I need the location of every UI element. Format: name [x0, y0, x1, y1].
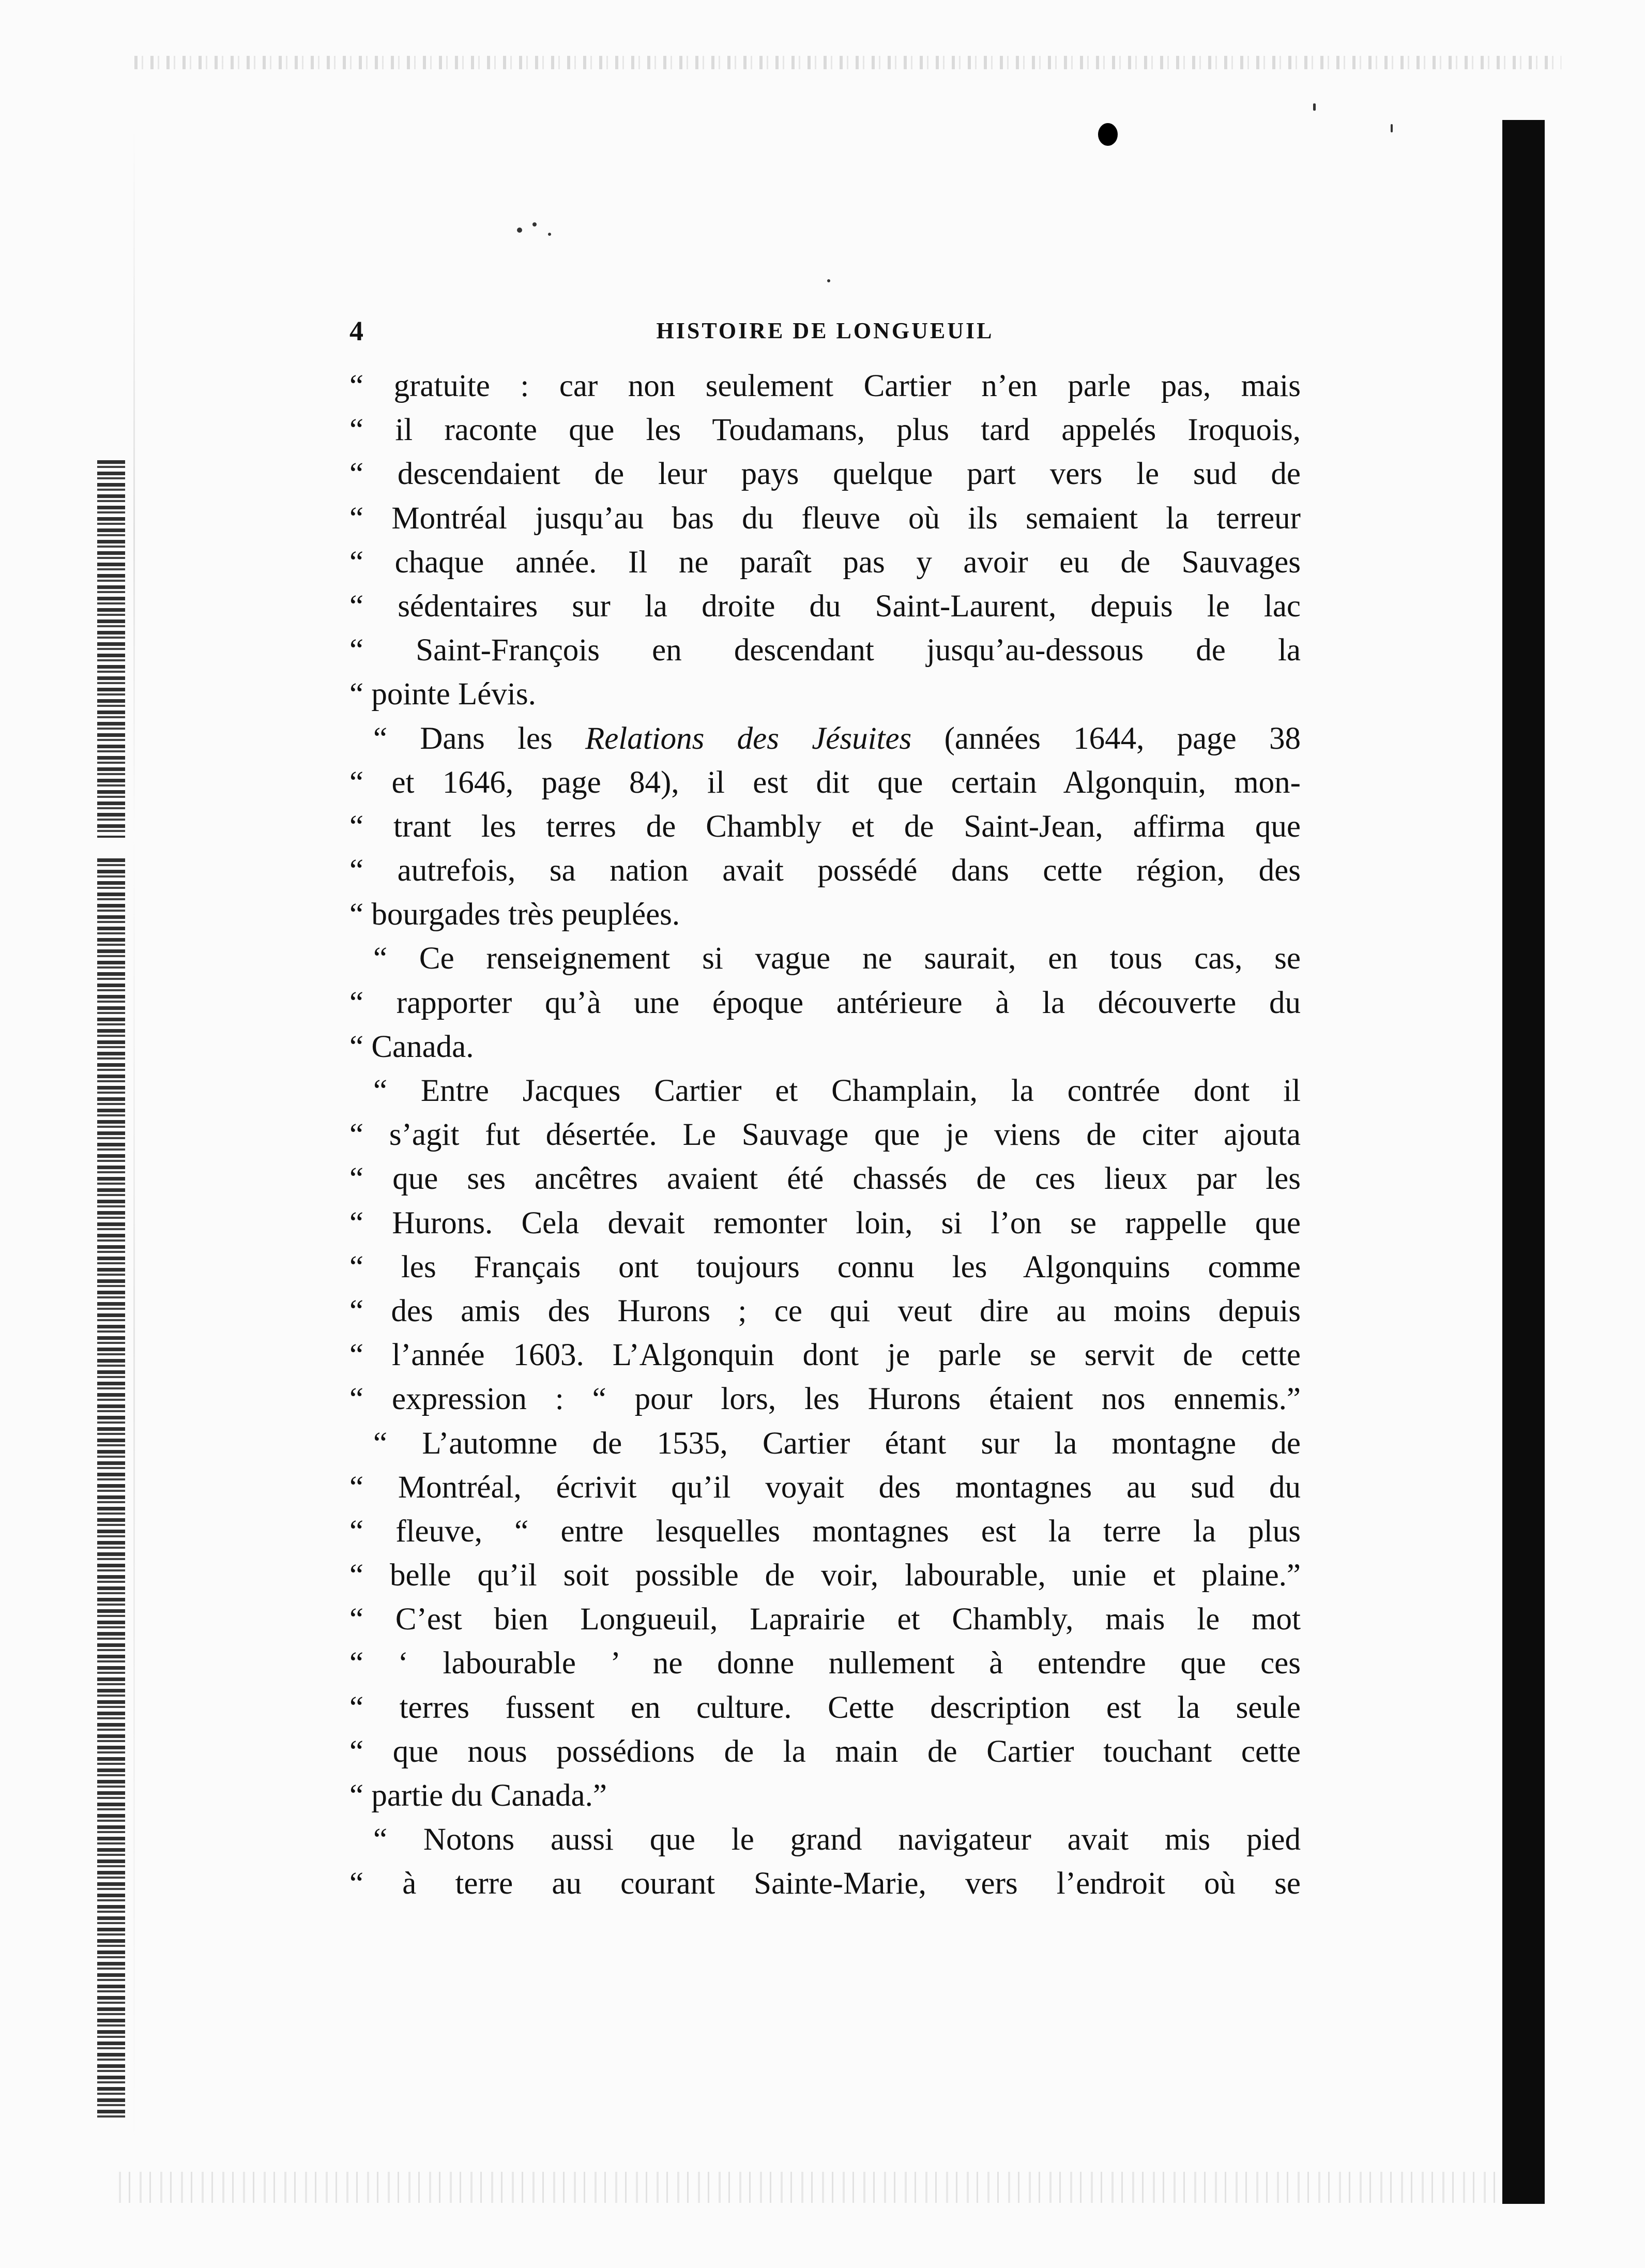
text-line: “ Canada. [349, 1029, 474, 1064]
text-line: “ et 1646, page 84), il est dit que certain Algonquin, mon- [349, 765, 1301, 800]
text-line: “ terres fussent en culture. Cette description est la seule [349, 1690, 1301, 1725]
page-header [349, 310, 1301, 352]
speck [517, 228, 522, 233]
binding-shadow-right [1502, 120, 1545, 2204]
body-text [349, 364, 1301, 1906]
speck [827, 279, 830, 282]
text-line: “ chaque année. Il ne paraît pas y avoir eu de Sauvages [349, 545, 1301, 580]
text-line: “ Ce renseignement si vague ne saurait, en tous cas, se [373, 941, 1301, 976]
text-line: “ descendaient de leur pays quelque part vers le sud de [349, 457, 1301, 492]
text-run: “ Dans les [373, 721, 585, 756]
text-line: “ rapporter qu’à une époque antérieure à la découverte du [349, 985, 1301, 1020]
text-line: “ Notons aussi que le grand navigateur avait mis pied [373, 1822, 1301, 1857]
text-line: “ Entre Jacques Cartier et Champlain, la contrée dont il [373, 1073, 1301, 1108]
text-line: “ s’agit fut désertée. Le Sauvage que je viens de citer ajouta [349, 1117, 1301, 1153]
text-line: “ bourgades très peuplées. [349, 897, 680, 932]
page-bottom-edge [119, 2172, 1504, 2203]
text-line: “ les Français ont toujours connu les Algonquins comme [349, 1249, 1301, 1284]
text-line: “ l’année 1603. L’Algonquin dont je parle se servit de cette [349, 1338, 1301, 1373]
text-line: “ fleuve, “ entre lesquelles montagnes est la terre la plus [349, 1514, 1301, 1549]
text-line: “ L’automne de 1535, Cartier étant sur la montagne de [373, 1426, 1301, 1461]
page-left-edge [133, 129, 135, 2146]
text-line: “ il raconte que les Toudamans, plus tard appelés Iroquois, [349, 413, 1301, 448]
text-run: (années 1644, page 38 [911, 721, 1301, 756]
speck [1391, 124, 1393, 132]
binding-strip-left [97, 460, 125, 2120]
text-line: “ sédentaires sur la droite du Saint-Laurent, depuis le lac [349, 588, 1301, 624]
text-line: “ Montréal, écrivit qu’il voyait des montagnes au sud du [349, 1470, 1301, 1505]
text-line: “ pointe Lévis. [349, 677, 536, 712]
speck [548, 233, 551, 236]
text-line: “ que nous possédions de la main de Cartier touchant cette [349, 1734, 1301, 1769]
text-line: “ belle qu’il soit possible de voir, labourable, unie et plaine.” [349, 1558, 1301, 1593]
ink-dot [1098, 123, 1118, 146]
text-line: “ des amis des Hurons ; ce qui veut dire au moins depuis [349, 1293, 1301, 1328]
page-top-edge [134, 56, 1561, 69]
speck [532, 222, 537, 226]
page-number: 4 [349, 315, 363, 346]
binding-strip-gap [97, 838, 125, 858]
text-line [349, 717, 1301, 761]
text-line: “ trant les terres de Chambly et de Saint-Jean, affirma que [349, 809, 1301, 844]
text-line: “ Hurons. Cela devait remonter loin, si l’on se rappelle que [349, 1205, 1301, 1241]
text-line: “ gratuite : car non seulement Cartier n’en parle pas, mais [349, 369, 1301, 403]
text-line: “ autrefois, sa nation avait possédé dans cette région, des [349, 853, 1301, 888]
text-line: “ partie du Canada.” [349, 1778, 607, 1813]
speck [1313, 103, 1316, 111]
text-line: “ Saint-François en descendant jusqu’au-dessous de la [349, 633, 1301, 668]
text-line: “ à terre au courant Sainte-Marie, vers l’endroit où se [349, 1866, 1301, 1901]
text-line: “ que ses ancêtres avaient été chassés de ces lieux par les [349, 1161, 1301, 1197]
text-line: “ Montréal jusqu’au bas du fleuve où ils semaient la terreur [349, 501, 1301, 536]
running-title: HISTOIRE DE LONGUEUIL [656, 318, 994, 343]
text-line: “ C’est bien Longueuil, Laprairie et Chambly, mais le mot [349, 1602, 1301, 1637]
text-line: “ ‘ labourable ’ ne donne nullement à entendre que ces [349, 1646, 1301, 1681]
italic-title: Relations des Jésuites [585, 721, 912, 756]
text-line: “ expression : “ pour lors, les Hurons étaient nos ennemis.” [349, 1382, 1301, 1417]
